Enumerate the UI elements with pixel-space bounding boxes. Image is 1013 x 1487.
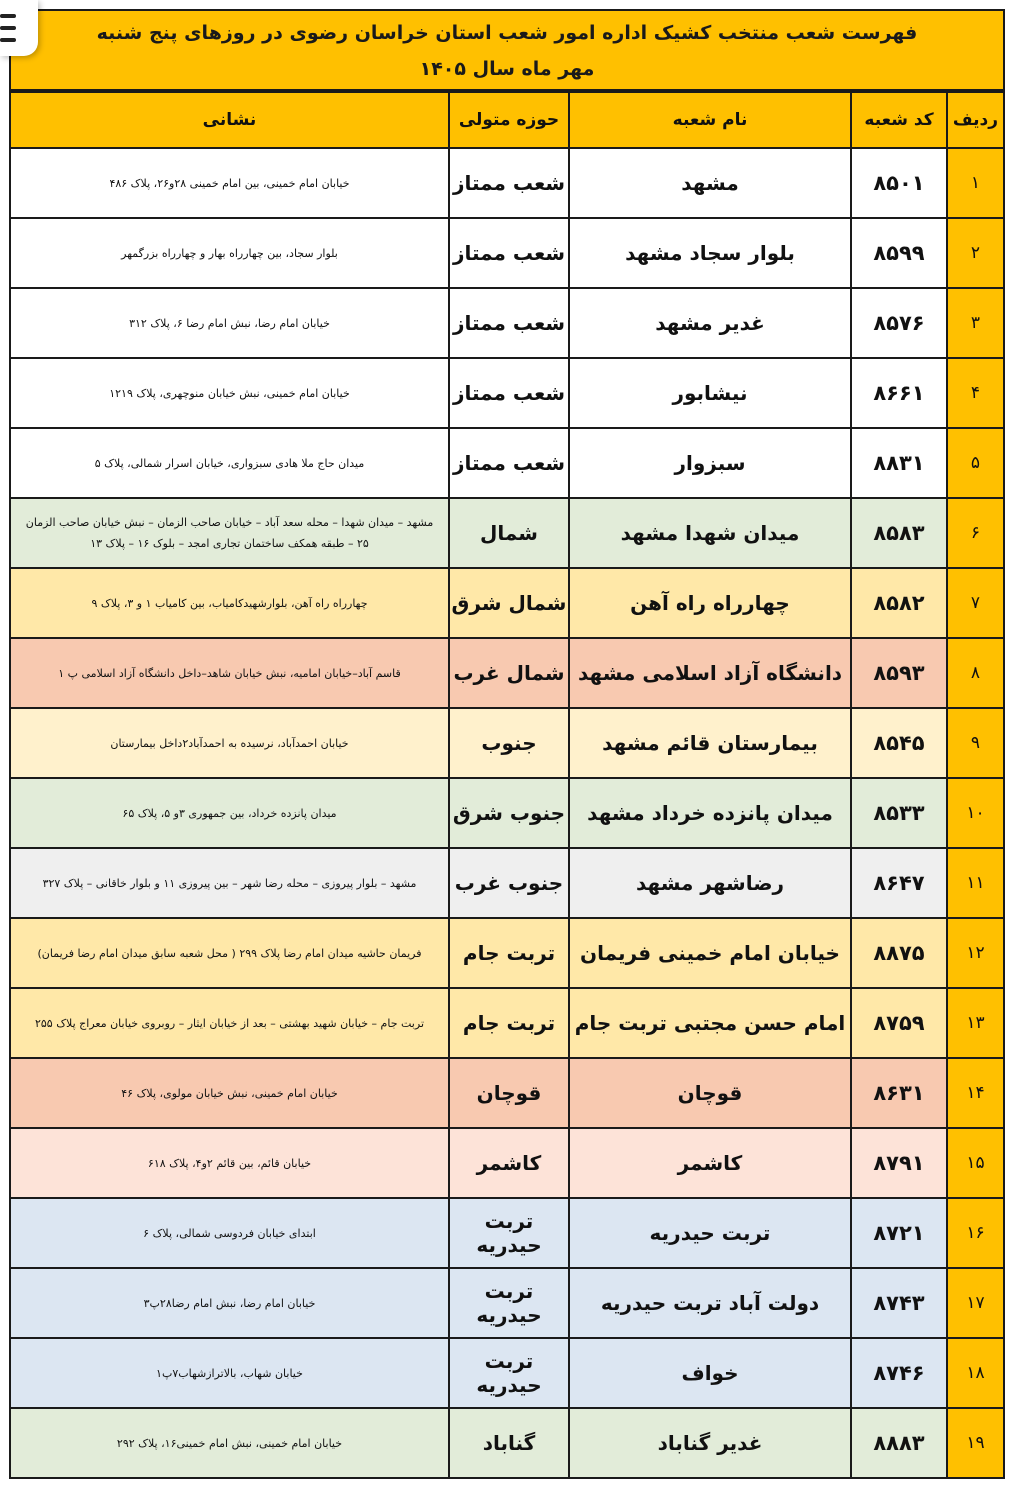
table-row: [11, 918, 1003, 988]
branch-code-cell: ۸۵۹۹: [851, 218, 947, 288]
row-number-cell: ۲: [947, 218, 1003, 288]
row-number-cell: ۱۷: [947, 1268, 1003, 1338]
branch-code-cell: ۸۶۶۱: [851, 358, 947, 428]
table-row: [11, 498, 1003, 568]
header-address: نشانی: [11, 92, 449, 148]
zone-cell: شعب ممتاز: [449, 428, 569, 498]
table-row: [11, 148, 1003, 218]
branch-code-cell: ۸۸۳۱: [851, 428, 947, 498]
address-cell: خیابان امام رضا، نبش امام رضا۲۸پ۳: [11, 1268, 449, 1338]
branch-code-cell: ۸۷۹۱: [851, 1128, 947, 1198]
branch-code-cell: ۸۵۹۳: [851, 638, 947, 708]
row-number-cell: ۱۳: [947, 988, 1003, 1058]
address-cell: چهارراه راه آهن، بلوارشهیدکامیاب، بین کامیاب ۱ و ۳، پلاک ۹: [11, 568, 449, 638]
branch-code-cell: ۸۵۸۲: [851, 568, 947, 638]
menu-icon[interactable]: [0, 0, 38, 56]
branch-code-cell: ۸۵۰۱: [851, 148, 947, 218]
branch-name-cell: چهارراه راه آهن: [569, 568, 851, 638]
row-number-cell: ۹: [947, 708, 1003, 778]
row-number-cell: ۱۵: [947, 1128, 1003, 1198]
branch-code-cell: ۸۷۴۶: [851, 1338, 947, 1408]
table-row: [11, 1338, 1003, 1408]
branch-code-cell: ۸۸۸۳: [851, 1408, 947, 1477]
address-cell: قاسم آباد–خیابان امامیه، نبش خیابان شاهد–داخل دانشگاه آزاد اسلامی پ ۱: [11, 638, 449, 708]
title-line-1: فهرست شعب منتخب کشیک اداره امور شعب استان خراسان رضوی در روزهای پنج شنبه: [96, 22, 918, 44]
branch-name-cell: میدان شهدا مشهد: [569, 498, 851, 568]
address-cell: فریمان حاشیه میدان امام رضا پلاک ۲۹۹ ( محل شعبه سابق میدان امام رضا فریمان): [11, 918, 449, 988]
branch-name-cell: غدیر گناباد: [569, 1408, 851, 1477]
address-cell: بلوار سجاد، بین چهارراه بهار و چهارراه بزرگمهر: [11, 218, 449, 288]
branch-code-cell: ۸۸۷۵: [851, 918, 947, 988]
address-cell: میدان پانزده خرداد، بین جمهوری ۳و ۵، پلاک ۶۵: [11, 778, 449, 848]
row-number-cell: ۱۱: [947, 848, 1003, 918]
branch-code-cell: ۸۷۵۹: [851, 988, 947, 1058]
branch-name-cell: امام حسن مجتبی تربت جام: [569, 988, 851, 1058]
table-row: [11, 1268, 1003, 1338]
branch-name-cell: غدیر مشهد: [569, 288, 851, 358]
branch-code-cell: ۸۵۷۶: [851, 288, 947, 358]
branch-name-cell: نیشابور: [569, 358, 851, 428]
branch-name-cell: مشهد: [569, 148, 851, 218]
zone-cell: شعب ممتاز: [449, 218, 569, 288]
branch-code-cell: ۸۷۴۳: [851, 1268, 947, 1338]
branch-code-cell: ۸۷۲۱: [851, 1198, 947, 1268]
address-cell: خیابان قائم، بین قائم ۲و۴، پلاک ۶۱۸: [11, 1128, 449, 1198]
branch-name-cell: دولت آباد تربت حیدریه: [569, 1268, 851, 1338]
zone-cell: جنوب غرب: [449, 848, 569, 918]
address-cell: میدان حاج ملا هادی سبزواری، خیابان اسرار شمالی، پلاک ۵: [11, 428, 449, 498]
branch-code-cell: ۸۵۳۳: [851, 778, 947, 848]
row-number-cell: ۶: [947, 498, 1003, 568]
row-number-cell: ۳: [947, 288, 1003, 358]
branch-code-cell: ۸۶۴۷: [851, 848, 947, 918]
zone-cell: شعب ممتاز: [449, 358, 569, 428]
address-cell: خیابان احمدآباد، نرسیده به احمدآباد۲داخل بیمارستان: [11, 708, 449, 778]
table-row: [11, 568, 1003, 638]
row-number-cell: ۴: [947, 358, 1003, 428]
address-cell: خیابان امام خمینی، نبش خیابان منوچهری، پلاک ۱۲۱۹: [11, 358, 449, 428]
row-number-cell: ۱۶: [947, 1198, 1003, 1268]
zone-cell: شمال غرب: [449, 638, 569, 708]
row-number-cell: ۱۸: [947, 1338, 1003, 1408]
branch-code-cell: ۸۵۴۵: [851, 708, 947, 778]
zone-cell: قوچان: [449, 1058, 569, 1128]
zone-cell: کاشمر: [449, 1128, 569, 1198]
row-number-cell: ۸: [947, 638, 1003, 708]
branch-name-cell: دانشگاه آزاد اسلامی مشهد: [569, 638, 851, 708]
table-row: [11, 1408, 1003, 1477]
branch-code-cell: ۸۶۳۱: [851, 1058, 947, 1128]
zone-cell: تربت حیدریه: [449, 1338, 569, 1408]
address-cell: مشهد – میدان شهدا – محله سعد آباد – خیابان صاحب الزمان – نبش خیابان صاحب الزمان ۲۵ – طبقه همکف ساختمان تجاری امجد – بلوک ۱۶ – پلاک ۱۳: [11, 498, 449, 568]
zone-cell: جنوب شرق: [449, 778, 569, 848]
address-cell: تربت جام – خیابان شهید بهشتی – بعد از خیابان ایثار – روبروی خیابان معراج پلاک ۲۵۵: [11, 988, 449, 1058]
row-number-cell: ۱۹: [947, 1408, 1003, 1477]
branch-name-cell: خیابان امام خمینی فریمان: [569, 918, 851, 988]
table-row: [11, 1128, 1003, 1198]
address-cell: مشهد – بلوار پیروزی – محله رضا شهر – بین پیروزی ۱۱ و بلوار خاقانی – پلاک ۳۲۷: [11, 848, 449, 918]
address-cell: خیابان امام خمینی، بین امام خمینی ۲۸و۲۶، پلاک ۴۸۶: [11, 148, 449, 218]
zone-cell: شعب ممتاز: [449, 148, 569, 218]
address-cell: خیابان امام خمینی، نبش خیابان مولوی، پلاک ۴۶: [11, 1058, 449, 1128]
table-row: [11, 358, 1003, 428]
zone-cell: تربت جام: [449, 988, 569, 1058]
branch-name-cell: کاشمر: [569, 1128, 851, 1198]
row-number-cell: ۱: [947, 148, 1003, 218]
row-number-cell: ۷: [947, 568, 1003, 638]
zone-cell: تربت حیدریه: [449, 1198, 569, 1268]
branch-name-cell: بیمارستان قائم مشهد: [569, 708, 851, 778]
zone-cell: شمال: [449, 498, 569, 568]
sheet-title: [11, 11, 1003, 91]
header-branch-code: کد شعبه: [851, 92, 947, 148]
branch-name-cell: تربت حیدریه: [569, 1198, 851, 1268]
branch-name-cell: بلوار سجاد مشهد: [569, 218, 851, 288]
branch-table: [11, 91, 1003, 1477]
table-row: [11, 428, 1003, 498]
branch-code-cell: ۸۵۸۳: [851, 498, 947, 568]
row-number-cell: ۱۴: [947, 1058, 1003, 1128]
table-header-row: [11, 92, 1003, 148]
header-row-number: ردیف: [947, 92, 1003, 148]
address-cell: خیابان شهاب، بالاترازشهاب۷پ۱: [11, 1338, 449, 1408]
row-number-cell: ۱۲: [947, 918, 1003, 988]
branch-name-cell: سبزوار: [569, 428, 851, 498]
zone-cell: گناباد: [449, 1408, 569, 1477]
address-cell: خیابان امام رضا، نبش امام رضا ۶، پلاک ۳۱۲: [11, 288, 449, 358]
table-row: [11, 988, 1003, 1058]
zone-cell: تربت جام: [449, 918, 569, 988]
zone-cell: جنوب: [449, 708, 569, 778]
branch-sheet: [9, 9, 1005, 1479]
table-row: [11, 638, 1003, 708]
branch-name-cell: قوچان: [569, 1058, 851, 1128]
zone-cell: تربت حیدریه: [449, 1268, 569, 1338]
zone-cell: شمال شرق: [449, 568, 569, 638]
address-cell: خیابان امام خمینی، نبش امام خمینی۱۶، پلاک ۲۹۲: [11, 1408, 449, 1477]
table-row: [11, 708, 1003, 778]
address-cell: ابتدای خیابان فردوسی شمالی، پلاک ۶: [11, 1198, 449, 1268]
branch-name-cell: میدان پانزده خرداد مشهد: [569, 778, 851, 848]
table-row: [11, 1198, 1003, 1268]
table-row: [11, 288, 1003, 358]
branch-name-cell: خواف: [569, 1338, 851, 1408]
header-branch-name: نام شعبه: [569, 92, 851, 148]
row-number-cell: ۱۰: [947, 778, 1003, 848]
table-row: [11, 218, 1003, 288]
header-zone: حوزه متولی: [449, 92, 569, 148]
title-line-2: مهر ماه سال ۱۴۰۵: [419, 58, 595, 80]
table-row: [11, 778, 1003, 848]
branch-name-cell: رضاشهر مشهد: [569, 848, 851, 918]
table-row: [11, 1058, 1003, 1128]
zone-cell: شعب ممتاز: [449, 288, 569, 358]
table-row: [11, 848, 1003, 918]
row-number-cell: ۵: [947, 428, 1003, 498]
